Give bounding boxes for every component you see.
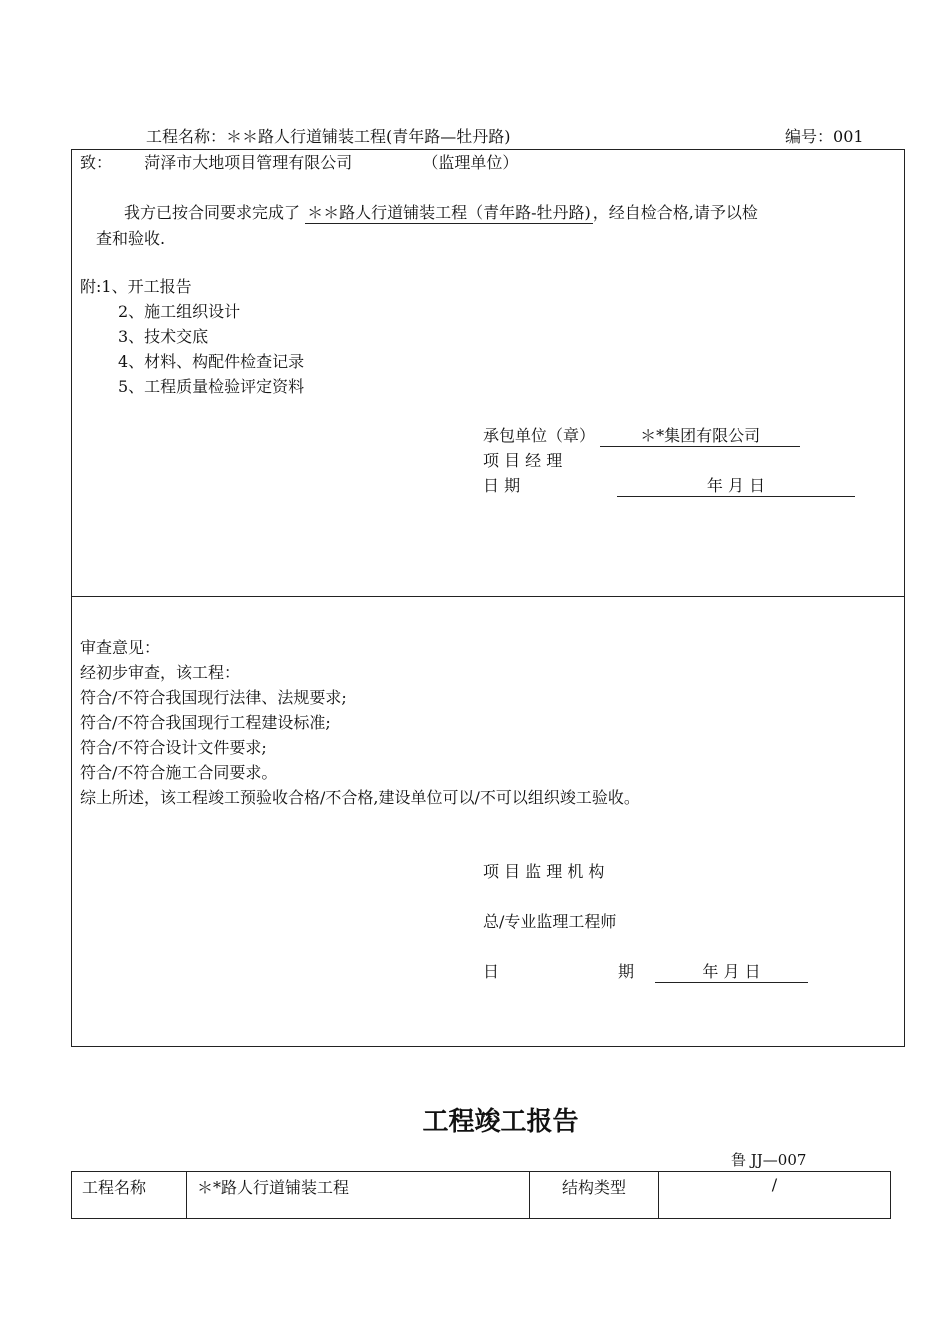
supervision-engineer-label: 总/专业监理工程师 xyxy=(483,912,617,931)
application-date-value: 年 月 日 xyxy=(617,476,855,497)
contractor-value: ＊*集团有限公司 xyxy=(600,426,800,447)
application-body-line2: 查和验收. xyxy=(96,229,166,248)
project-manager-label: 项 目 经 理 xyxy=(483,451,563,470)
application-date-line xyxy=(483,476,855,497)
project-name-value-cell: ＊*路人行道铺装工程 xyxy=(187,1172,530,1219)
structure-type-value-cell: / xyxy=(659,1172,891,1219)
project-name-value: ＊＊路人行道铺装工程(青年路—牡丹路) xyxy=(226,127,511,146)
supervision-org-label: 项 目 监 理 机 构 xyxy=(483,862,605,881)
review-line: 符合/不符合我国现行法律、法规要求; xyxy=(80,688,347,707)
addressee-role: （监理单位） xyxy=(422,153,519,172)
addressee-org: 菏泽市大地项目管理有限公司 xyxy=(144,153,353,172)
attachments-label: 附: xyxy=(80,277,102,296)
review-line: 符合/不符合施工合同要求。 xyxy=(80,763,278,782)
attachment-item: 4、材料、构配件检查记录 xyxy=(118,352,305,371)
form-number-label: 编号： xyxy=(785,127,834,146)
attachments-line1 xyxy=(80,277,192,297)
table-row xyxy=(72,1172,891,1219)
body-project: ＊＊路人行道铺装工程（青年路-牡丹路) xyxy=(307,203,591,222)
review-title: 审查意见： xyxy=(80,638,161,657)
body-suffix: ，经自检合格,请予以检 xyxy=(592,203,758,222)
attachment-item: 3、技术交底 xyxy=(118,327,209,346)
report-info-table xyxy=(71,1171,891,1219)
contractor-label: 承包单位（章） xyxy=(483,426,596,445)
application-body-line1 xyxy=(124,203,758,224)
attachment-item: 2、施工组织设计 xyxy=(118,302,241,321)
contractor-line xyxy=(483,426,800,447)
project-header xyxy=(146,127,511,147)
attachment-item: 1、开工报告 xyxy=(101,277,192,296)
report-code: 鲁 JJ—007 xyxy=(731,1151,807,1169)
project-name-label-cell: 工程名称 xyxy=(72,1172,187,1219)
body-prefix: 我方已按合同要求完成了 xyxy=(124,203,301,222)
application-date-label: 日 期 xyxy=(483,476,521,495)
review-line: 符合/不符合我国现行工程建设标准; xyxy=(80,713,331,732)
form-number-value: 001 xyxy=(833,127,864,146)
attachment-item: 5、工程质量检验评定资料 xyxy=(118,377,305,396)
review-date-value: 年 月 日 xyxy=(655,962,808,983)
addressee-label: 致： xyxy=(80,153,113,172)
report-title: 工程竣工报告 xyxy=(422,1107,579,1137)
review-date-label-2: 期 xyxy=(618,962,635,981)
review-date-label-1: 日 xyxy=(483,962,500,981)
review-date-line xyxy=(483,962,808,983)
review-line: 符合/不符合设计文件要求; xyxy=(80,738,267,757)
review-line: 经初步审查，该工程： xyxy=(80,663,241,682)
review-line: 综上所述，该工程竣工预验收合格/不合格,建设单位可以/不可以组织竣工验收。 xyxy=(80,788,640,807)
form-number xyxy=(785,127,864,147)
structure-type-label-cell: 结构类型 xyxy=(530,1172,659,1219)
addressee-line xyxy=(80,153,518,173)
project-name-label: 工程名称： xyxy=(146,127,227,146)
